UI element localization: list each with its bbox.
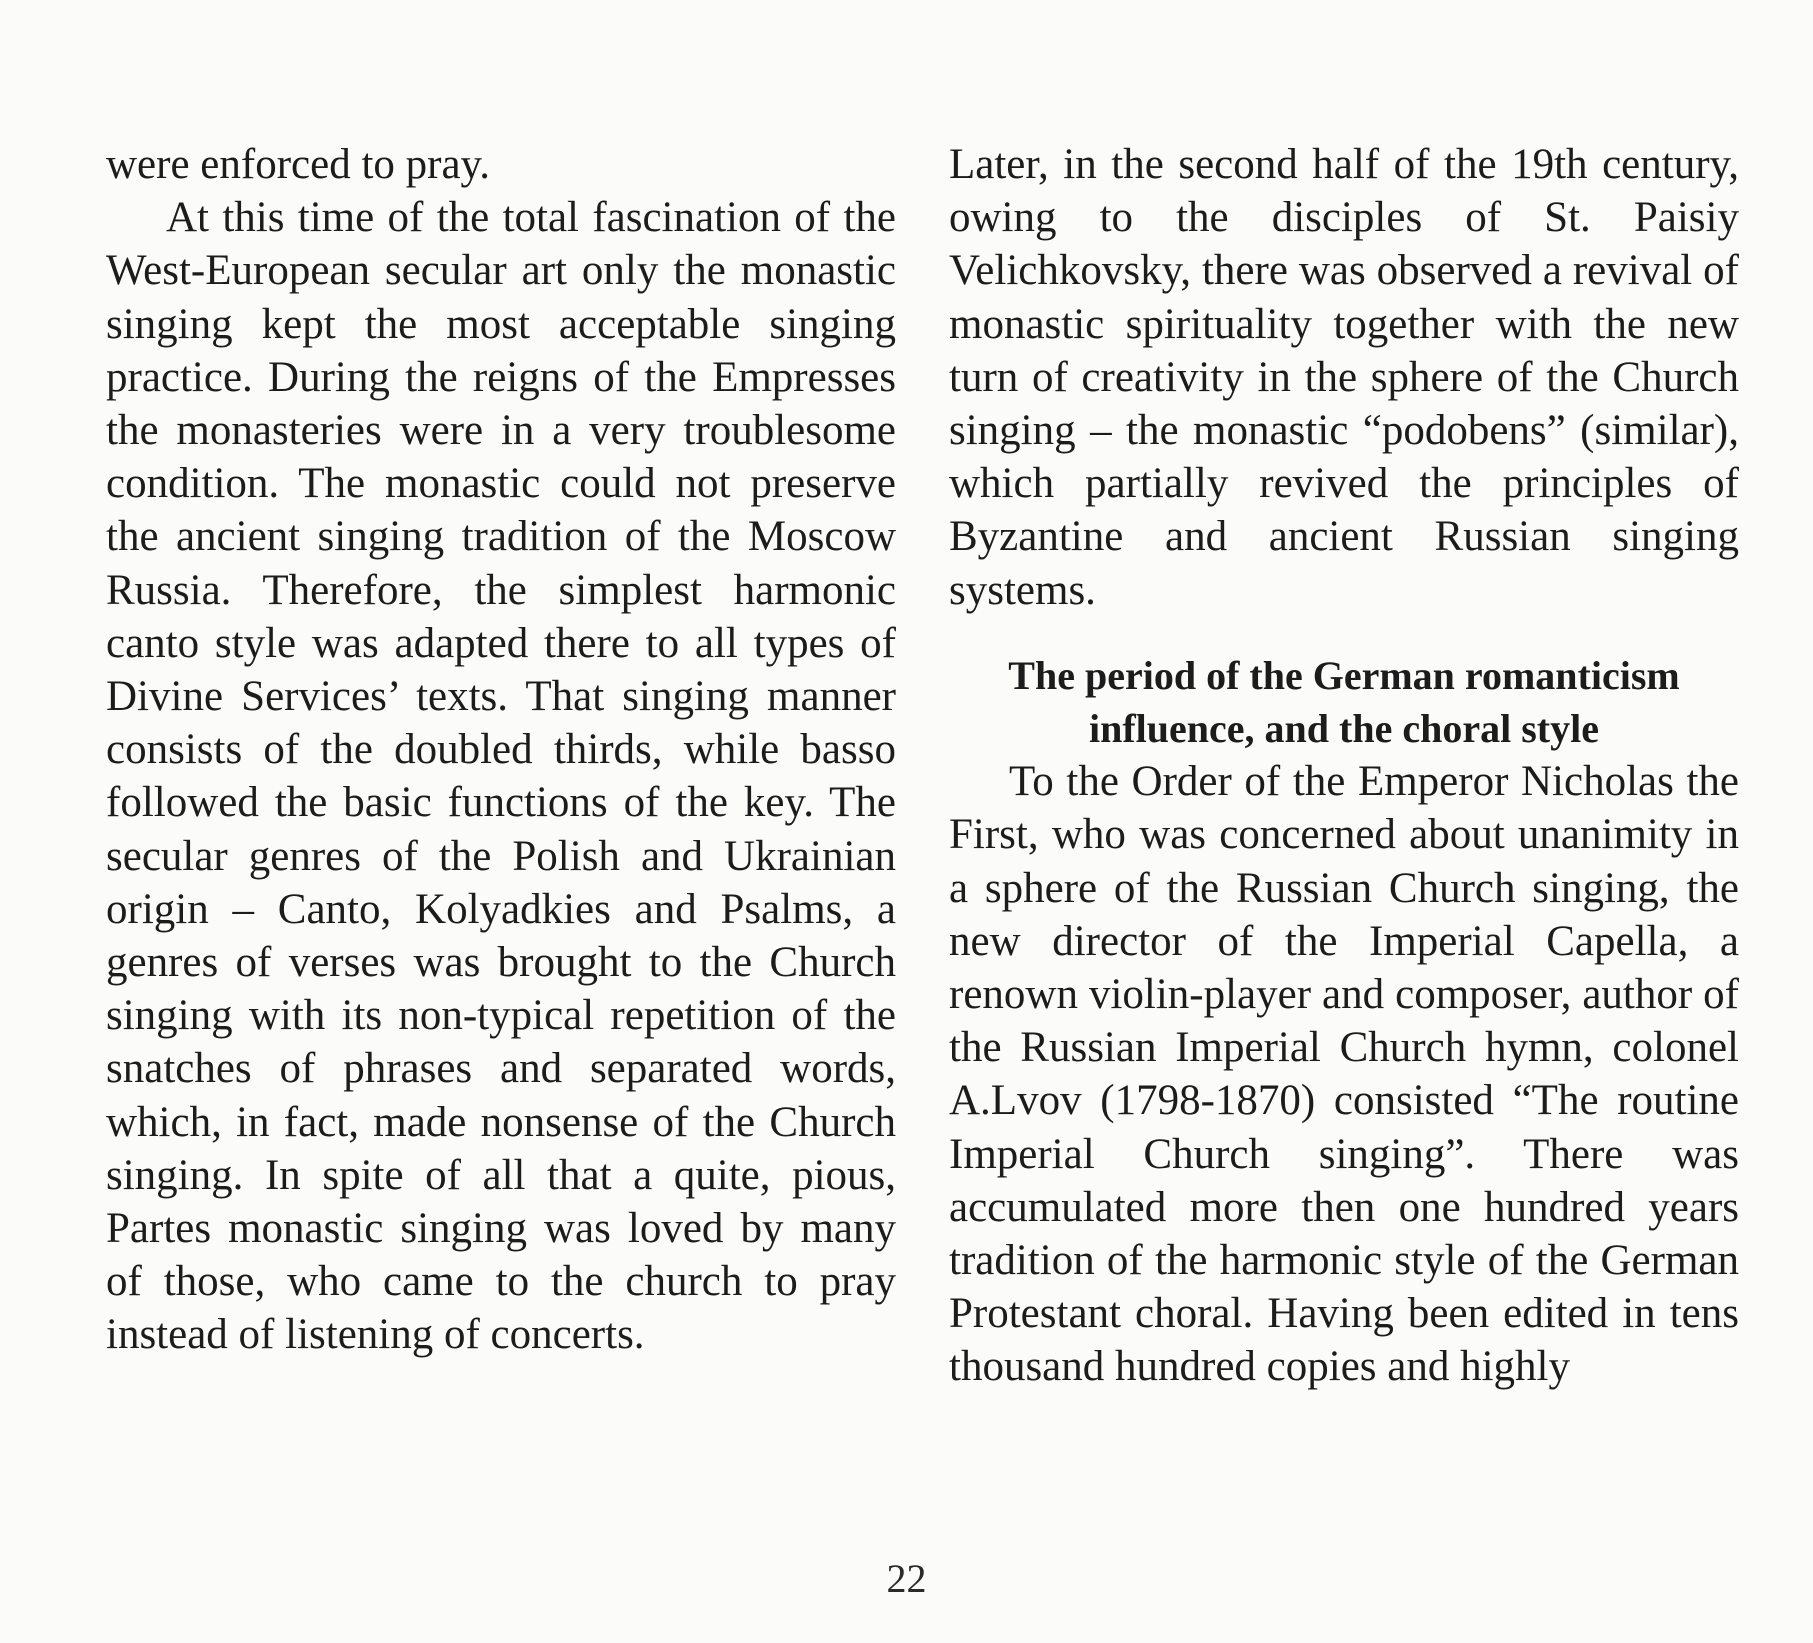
left-column	[106, 138, 896, 1362]
paragraph-emperor-nicholas: To the Order of the Emperor Nicholas the First, who was concerned about unanimity in a sphere of the Russian Church singing, the new director of the Imperial Capella, a renown violin-player and composer, author of the Russian Imperial Church hymn, colonel A.Lvov (1798-1870) consisted “The routine Imperial Church singing”. There was accumulated more then one hundred years tradition of the harmonic style of the German Protestant choral. Having been edited in tens thousand hundred copies and highly	[949, 758, 1739, 1391]
page-number: 22	[886, 1556, 927, 1601]
paragraph-monastic-singing: At this time of the total fascination of the West-European secular art only the monastic singing kept the most acceptable singing practice. During the reigns of the Empresses the monasteries were in a very troublesome condition. The monastic could not preserve the ancient singing tradition of the Moscow Russia. Therefore, the simplest harmonic canto style was adapted there to all types of Divine Services’ texts. That singing manner consists of the doubled thirds, while basso followed the basic functions of the key. The secular genres of the Polish and Ukrainian origin – Canto, Kolyadkies and Psalms, a genres of verses was brought to the Church singing with its non-typical repetition of the snatches of phrases and separated words, which, in fact, made nonsense of the Church singing. In spite of all that a quite, pious, Partes monastic singing was loved by many of those, who came to the church to pray instead of listening of concerts.	[106, 194, 896, 1359]
paragraph-podobens-revival: Later, in the second half of the 19th century, owing to the disciples of St. Paisiy Velichkovsky, there was observed a revival of monastic spirituality together with the new turn of creativity in the sphere of the Church singing – the monastic “podobens” (similar), which partially revived the principles of Byzantine and ancient Russian singing systems.	[949, 141, 1739, 614]
continued-paragraph: were enforced to pray.	[106, 141, 490, 188]
right-column	[949, 138, 1739, 1394]
section-heading: The period of the German romanticism influence, and the choral style	[1008, 652, 1680, 752]
